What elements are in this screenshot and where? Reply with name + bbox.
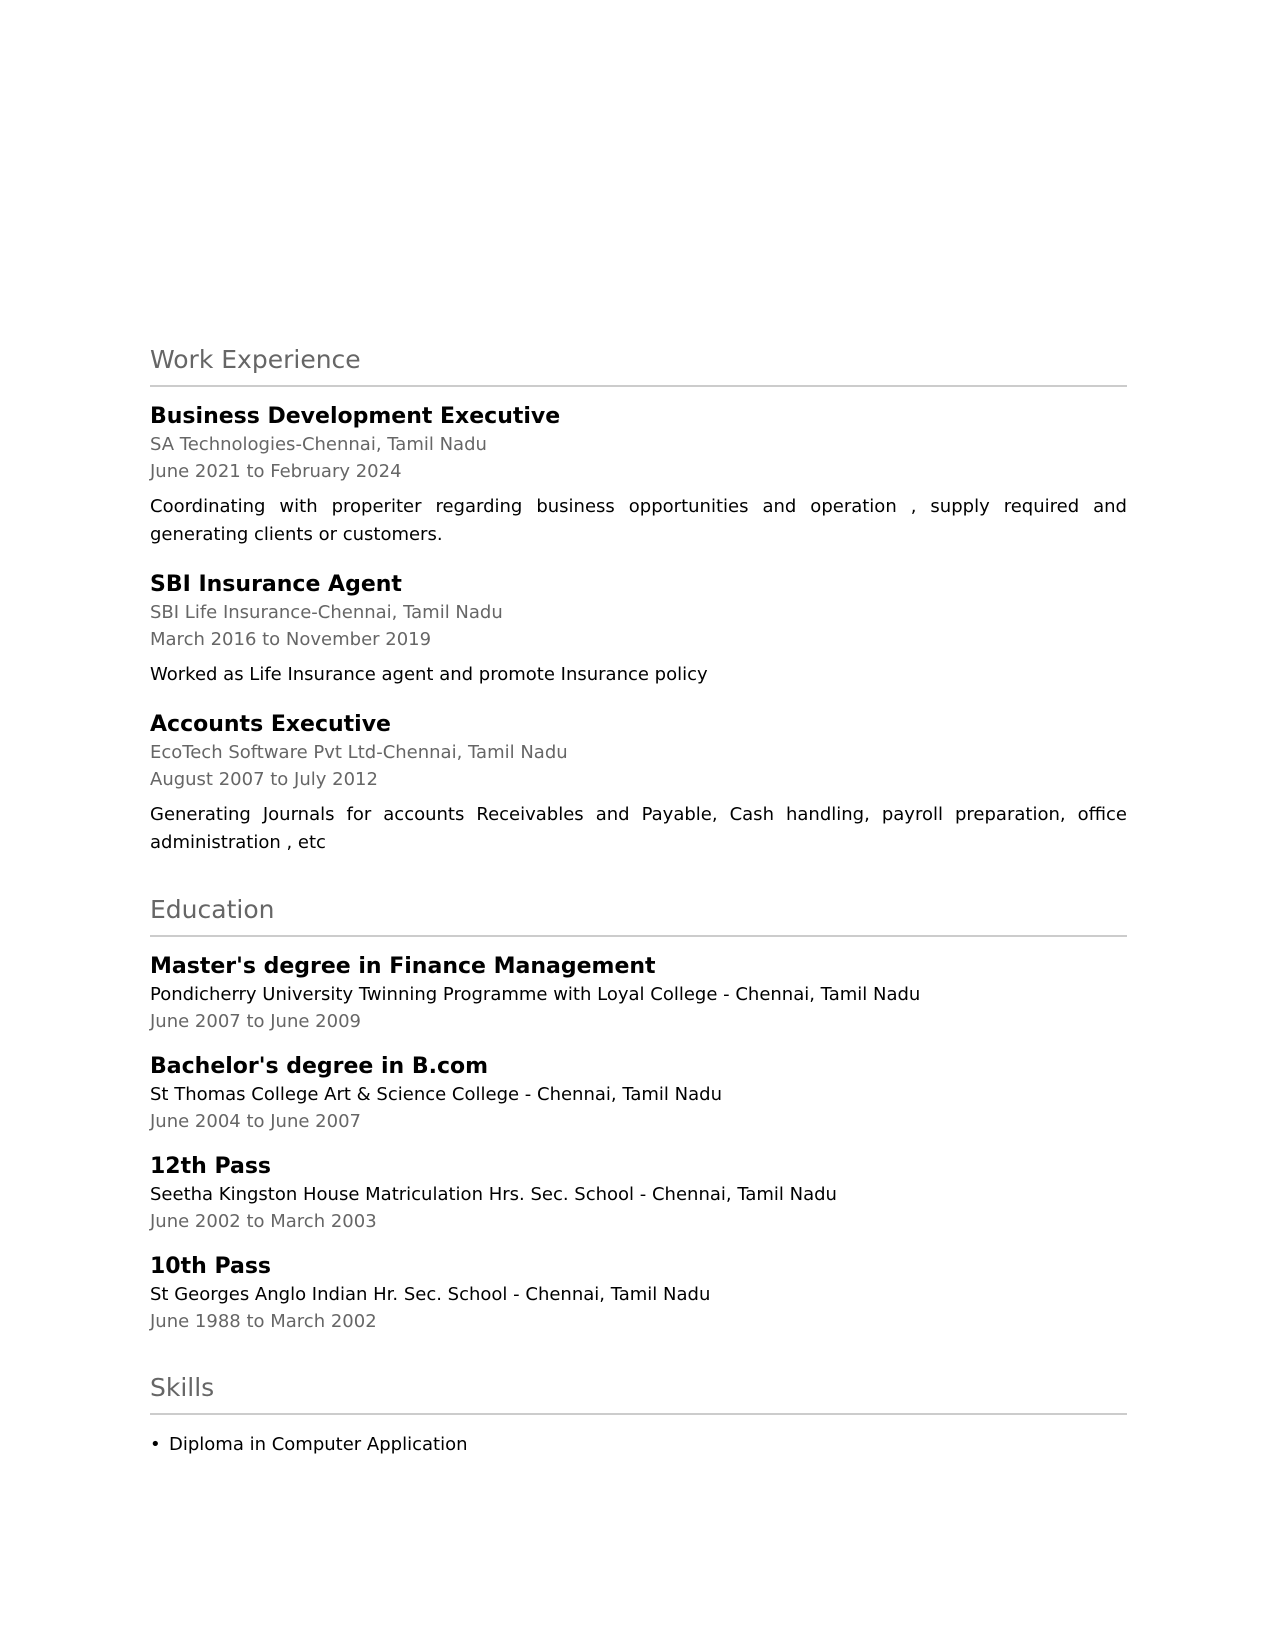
skill-item	[150, 1431, 1127, 1459]
job-company-location: EcoTech Software Pvt Ltd-Chennai, Tamil Nadu	[150, 742, 568, 763]
job-title: SBI Insurance Agent	[150, 572, 402, 597]
job-dates: August 2007 to July 2012	[150, 769, 378, 790]
skills-section	[150, 1373, 1127, 1459]
skills-heading: Skills	[150, 1373, 215, 1402]
job-company: SA Technologies	[150, 434, 296, 455]
job-location: Chennai, Tamil Nadu	[382, 742, 568, 763]
education-entry	[150, 1153, 1127, 1235]
job-dates: March 2016 to November 2019	[150, 629, 432, 650]
education-entry	[150, 953, 1127, 1035]
school-name: St Thomas College Art & Science College - Chennai, Tamil Nadu	[150, 1084, 722, 1105]
education-section	[150, 895, 1127, 1335]
job-dates: June 2021 to February 2024	[150, 461, 402, 482]
work-experience-heading: Work Experience	[150, 345, 361, 374]
degree-title: Bachelor's degree in B.com	[150, 1054, 489, 1079]
education-heading: Education	[150, 895, 275, 924]
degree-title: 12th Pass	[150, 1154, 272, 1179]
work-experience-section	[150, 345, 1127, 857]
work-entry	[150, 571, 1127, 689]
job-description: Coordinating with properiter regarding business opportunities and operation , supply required and generating clients or customers.	[150, 496, 1127, 545]
section-divider	[150, 1413, 1127, 1415]
school-name: Pondicherry University Twinning Programme with Loyal College - Chennai, Tamil Nadu	[150, 984, 921, 1005]
job-location: Chennai, Tamil Nadu	[317, 602, 503, 623]
work-entry	[150, 403, 1127, 549]
job-company-location: SBI Life Insurance-Chennai, Tamil Nadu	[150, 602, 503, 623]
education-dates: June 2002 to March 2003	[150, 1211, 377, 1232]
school-name: St Georges Anglo Indian Hr. Sec. School - Chennai, Tamil Nadu	[150, 1284, 711, 1305]
job-company: EcoTech Software Pvt Ltd	[150, 742, 377, 763]
education-dates: June 2004 to June 2007	[150, 1111, 361, 1132]
work-entry	[150, 711, 1127, 857]
degree-title: 10th Pass	[150, 1254, 272, 1279]
education-dates: June 1988 to March 2002	[150, 1311, 377, 1332]
section-divider	[150, 385, 1127, 387]
skills-list	[150, 1431, 1127, 1459]
education-entry	[150, 1253, 1127, 1335]
job-company: SBI Life Insurance	[150, 602, 312, 623]
section-divider	[150, 935, 1127, 937]
job-description: Worked as Life Insurance agent and promote Insurance policy	[150, 664, 708, 685]
job-description: Generating Journals for accounts Receivables and Payable, Cash handling, payroll preparation, office administration , etc	[150, 804, 1127, 853]
education-entry	[150, 1053, 1127, 1135]
job-title: Business Development Executive	[150, 404, 561, 429]
bullet-icon: •	[150, 1434, 161, 1455]
school-name: Seetha Kingston House Matriculation Hrs. Sec. School - Chennai, Tamil Nadu	[150, 1184, 837, 1205]
education-dates: June 2007 to June 2009	[150, 1011, 361, 1032]
skill-label: Diploma in Computer Application	[169, 1434, 468, 1455]
job-title: Accounts Executive	[150, 712, 391, 737]
resume-page	[150, 345, 1127, 1497]
degree-title: Master's degree in Finance Management	[150, 954, 656, 979]
job-company-location: SA Technologies-Chennai, Tamil Nadu	[150, 434, 487, 455]
job-location: Chennai, Tamil Nadu	[301, 434, 487, 455]
